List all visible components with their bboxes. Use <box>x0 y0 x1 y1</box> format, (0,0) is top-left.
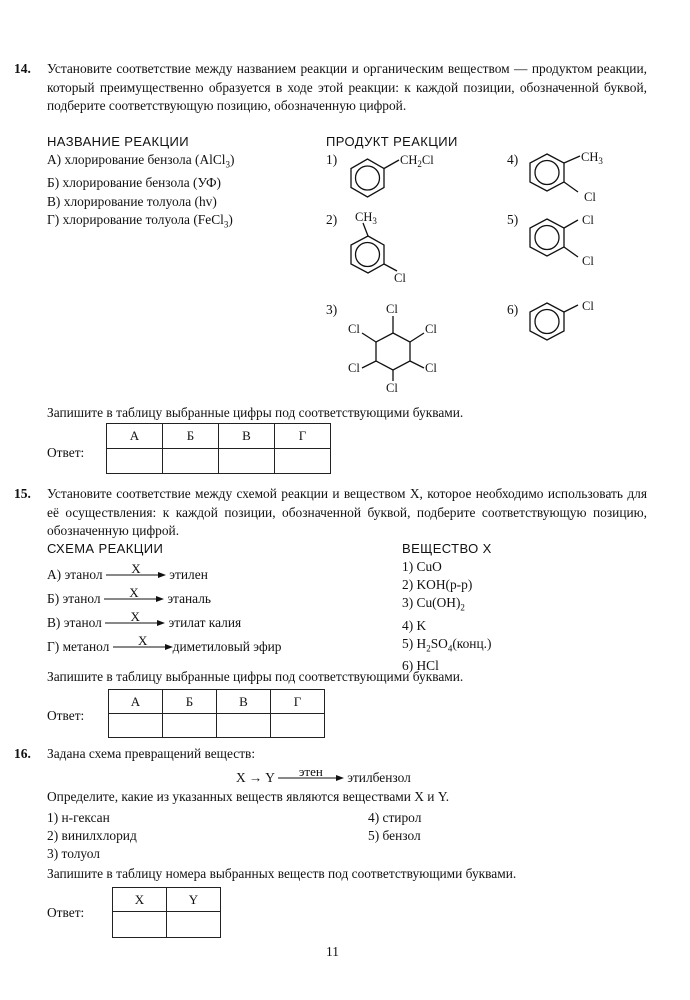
reaction-item: А) хлорирование бензола (AlCl$_3$) <box>47 152 235 170</box>
answer-col-header: А <box>107 424 163 449</box>
reaction-item: Б) хлорирование бензола (УФ) <box>47 175 221 191</box>
q15-answer-label: Ответ: <box>47 708 85 723</box>
reaction-arrow: X <box>105 619 165 627</box>
q15-instruction: Запишите в таблицу выбранные цифры под соответствующими буквами. <box>47 669 464 684</box>
benzyl-chloride-structure <box>351 159 399 197</box>
chlorotoluene-meta-structure <box>351 223 397 273</box>
page-number: 11 <box>326 944 339 959</box>
answer-col-header: Г <box>271 690 325 714</box>
answer-cell[interactable] <box>167 912 221 938</box>
q15-right-header: ВЕЩЕСТВО X <box>402 541 492 556</box>
option-item: 3) толуол <box>47 846 100 861</box>
substance-item: 6) HCl <box>402 658 439 674</box>
answer-col-header: Y <box>167 888 221 912</box>
answer-cell[interactable] <box>109 714 163 738</box>
q16-scheme: X → Y этен этилбензол <box>236 764 411 785</box>
q14-text: Установите соответствие между названием реакции и органическим веществом — продуктом реакции, который преимущественно образуется в ходе этой реакции: к каждой позиции, обозначенной буквой, подберите соответствующую позицию, обозначенную цифрой. <box>47 61 647 113</box>
label-cl: Cl <box>394 271 406 285</box>
q15-answer-table <box>108 689 325 738</box>
answer-col-header: Б <box>163 690 217 714</box>
option-item: 2) винилхлорид <box>47 828 137 843</box>
answer-cell[interactable] <box>219 449 275 474</box>
answer-cell[interactable] <box>107 449 163 474</box>
answer-col-header: Б <box>163 424 219 449</box>
q14-structures <box>0 0 690 400</box>
scheme-item: Г) метанол X диметиловый эфир <box>47 633 282 654</box>
product-4-num: 4) <box>507 152 519 167</box>
substance-item: 4) K <box>402 617 427 633</box>
reaction-item: В) хлорирование толуола (hv) <box>47 193 217 209</box>
scheme-item: В) этанол X этилат калия <box>47 609 242 630</box>
answer-col-header: X <box>113 888 167 912</box>
q16-answer-label: Ответ: <box>47 905 85 920</box>
reaction-arrow: X <box>104 595 164 603</box>
option-item: 5) бензол <box>368 828 421 843</box>
q16-answer-table <box>112 887 221 938</box>
option-item: 1) н-гексан <box>47 810 110 825</box>
scheme-item: А) этанол X этилен <box>47 561 208 582</box>
label-cl: Cl <box>348 361 360 375</box>
q16-instruction: Запишите в таблицу номера выбранных веществ под соответствующими буквами. <box>47 866 517 881</box>
product-6-num: 6) <box>507 302 519 317</box>
answer-col-header: Г <box>275 424 331 449</box>
reaction-arrow: X <box>113 643 173 651</box>
q15-substances-list <box>402 558 491 675</box>
q16-options-right <box>368 809 421 845</box>
answer-cell[interactable] <box>163 714 217 738</box>
label-cl: Cl <box>582 213 594 227</box>
q16-text: Задана схема превращений веществ: <box>47 746 256 761</box>
q16-number: 16. <box>14 746 31 761</box>
label-ch3: $CH_3$ <box>355 210 377 226</box>
label-cl: Cl <box>386 302 398 316</box>
chlorobenzene-structure <box>530 303 578 340</box>
reaction-arrow: X <box>106 571 166 579</box>
q14-answer-label: Ответ: <box>47 445 85 460</box>
substance-item: 2) KOH(р-р) <box>402 577 473 592</box>
reaction-arrow: этен <box>278 774 344 782</box>
label-ch3: $CH_3$ <box>581 150 603 166</box>
answer-cell[interactable] <box>275 449 331 474</box>
answer-col-header: А <box>109 690 163 714</box>
substance-item: 1) CuO <box>402 559 442 574</box>
q14-left-header: НАЗВАНИЕ РЕАКЦИИ <box>47 134 189 149</box>
q15-text: Установите соответствие между схемой реакции и веществом X, которое необходимо использовать для её осуществления: к каждой позиции, обозначенной буквой, подберите соответствующую позицию, обозначенную цифрой. <box>47 486 647 538</box>
answer-cell[interactable] <box>271 714 325 738</box>
label-cl: Cl <box>386 381 398 395</box>
answer-cell[interactable] <box>163 449 219 474</box>
label-ch2cl: $CH_2Cl$ <box>400 153 434 169</box>
label-cl: Cl <box>425 322 437 336</box>
chlorotoluene-ortho-structure <box>530 154 580 192</box>
substance-item: 3) $Cu(OH)_2$ <box>402 595 465 613</box>
hexachlorocyclohexane-structure <box>362 316 424 381</box>
reaction-item: Г) хлорирование толуола (FeCl$_3$) <box>47 212 233 230</box>
scheme-item: Б) этанол X этаналь <box>47 585 212 606</box>
product-5-num: 5) <box>507 212 519 227</box>
option-item: 4) стирол <box>368 810 422 825</box>
answer-cell[interactable] <box>217 714 271 738</box>
q14-instruction: Запишите в таблицу выбранные цифры под соответствующими буквами. <box>47 405 464 420</box>
product-1-num: 1) <box>326 152 338 167</box>
answer-cell[interactable] <box>113 912 167 938</box>
dichlorobenzene-structure <box>530 219 578 257</box>
product-2-num: 2) <box>326 212 338 227</box>
label-cl: Cl <box>582 254 594 268</box>
label-cl: Cl <box>348 322 360 336</box>
answer-col-header: В <box>219 424 275 449</box>
q15-number: 15. <box>14 486 31 501</box>
q14-answer-table <box>106 423 331 474</box>
label-cl: Cl <box>425 361 437 375</box>
substance-item: 5) $H_2SO_4(конц.)$ <box>402 635 492 654</box>
q16-question: Определите, какие из указанных веществ являются веществами X и Y. <box>47 789 450 804</box>
q14-number: 14. <box>14 61 31 76</box>
q15-left-header: СХЕМА РЕАКЦИИ <box>47 541 164 556</box>
q14-right-header: ПРОДУКТ РЕАКЦИИ <box>326 134 458 149</box>
product-3-num: 3) <box>326 302 338 317</box>
label-cl: Cl <box>582 299 594 313</box>
answer-col-header: В <box>217 690 271 714</box>
q16-options-left <box>47 809 137 863</box>
label-cl: Cl <box>584 190 596 204</box>
